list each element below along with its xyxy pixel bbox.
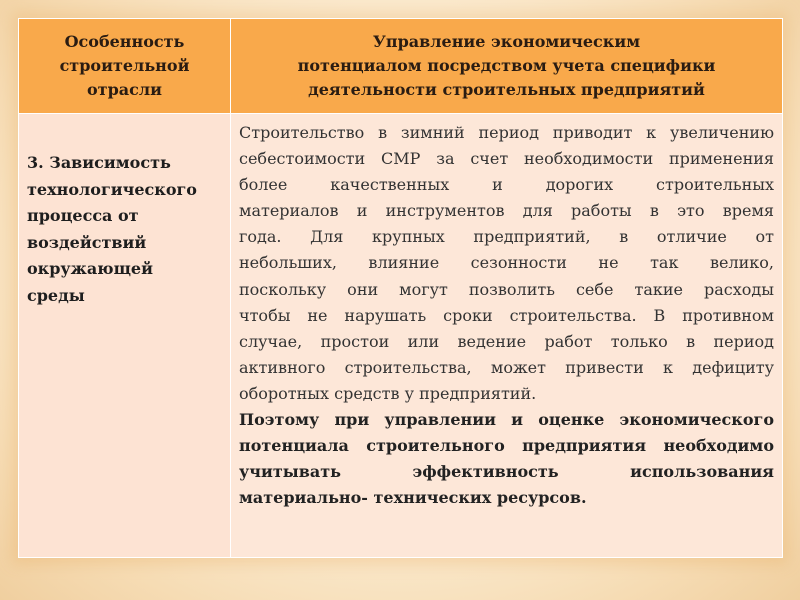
description-line: более качественных и дорогих строительных [239, 175, 774, 195]
conclusion-line: Поэтому при управлении и оценке экономического [239, 410, 774, 430]
header-feature-line: отрасли [86, 80, 163, 99]
conclusion-line: материально- технических ресурсов. [239, 488, 587, 508]
header-feature [19, 19, 231, 114]
header-feature-line: строительной [59, 56, 190, 75]
conclusion-line: учитывать эффективность использования [239, 462, 774, 482]
description-line: активного строительства, может привести к дефициту [239, 357, 774, 377]
table-row [19, 114, 783, 558]
description-line: поскольку они могут позволить себе такие расходы [239, 279, 774, 299]
description-line: случае, простои или ведение работ только в период [239, 331, 774, 351]
description-line: себестоимости СМР за счет необходимости применения [239, 149, 774, 169]
header-feature-line: Особенность [64, 32, 185, 51]
description-cell [231, 114, 783, 558]
description-line: материалов и инструментов для работы в это время [239, 201, 774, 221]
header-management [231, 19, 783, 114]
feature-line: окружающей [27, 259, 153, 278]
description-line: Строительство в зимний период приводит к увеличению [239, 123, 774, 142]
header-management-line: деятельности строительных предприятий [308, 80, 705, 99]
comparison-table [18, 18, 783, 558]
description-line: чтобы не нарушать сроки строительства. В противном [239, 305, 774, 325]
header-management-line: Управление экономическим [372, 32, 641, 51]
description-line: года. Для крупных предприятий, в отличие от [239, 227, 774, 247]
description-line: оборотных средств у предприятий. [239, 383, 537, 403]
comparison-table-wrapper [18, 18, 782, 558]
description-text [231, 114, 782, 511]
feature-cell [19, 114, 231, 558]
table-header-row [19, 19, 783, 114]
feature-line: 3. Зависимость [27, 153, 171, 172]
description-line: небольших, влияние сезонности не так велико, [239, 253, 774, 273]
conclusion-line: потенциала строительного предприятия необходимо [239, 436, 774, 456]
feature-line: технологического [27, 179, 197, 199]
feature-line: воздействий [27, 232, 147, 252]
feature-text [19, 114, 230, 309]
header-management-line: потенциалом посредством учета специфики [297, 56, 716, 75]
feature-line: среды [27, 285, 85, 305]
feature-line: процесса от [27, 206, 139, 225]
